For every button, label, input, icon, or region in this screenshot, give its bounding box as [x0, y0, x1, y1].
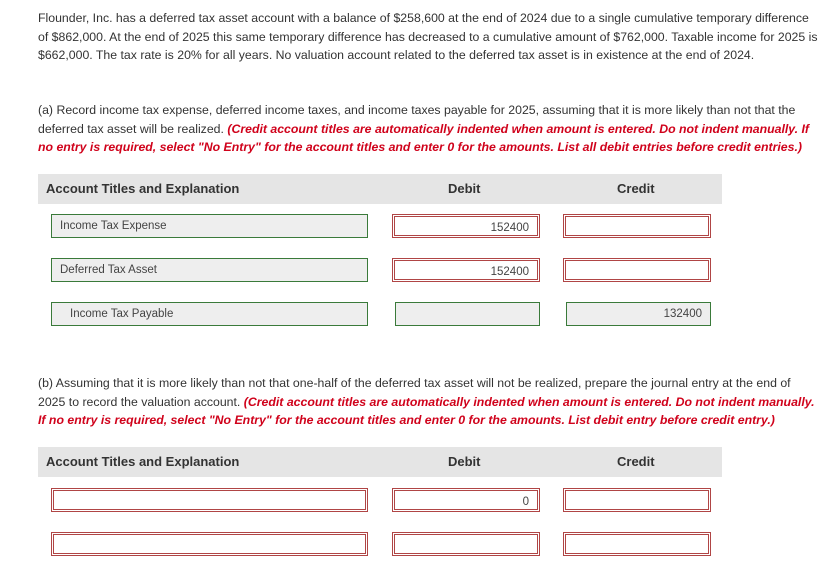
part-a-instructions: (Credit account titles are automatically indented when amount is entered. Do not indent manually. If no entry is required, select "No Entry" for the account titles and enter 0 for the amounts. List all debit entries before credit entries.) — [38, 121, 810, 154]
part-b-instructions: (Credit account titles are automatically indented when amount is entered. Do not indent manually. If no entry is required, select "No Entry" for the account titles and enter 0 for the amounts. List debit entry before credit entry.) — [38, 394, 815, 427]
header-credit: Credit — [617, 454, 655, 469]
header-debit: Debit — [448, 454, 481, 469]
credit-input[interactable] — [563, 258, 711, 282]
debit-input[interactable] — [392, 532, 540, 556]
debit-input[interactable]: 0 — [392, 488, 540, 512]
problem-text: Flounder, Inc. has a deferred tax asset account with a balance of $258,600 at the end of 2024 due to a single cumulative temporary difference of $862,000. At the end of 2025 this same temporary difference has decreased to a cumulative amount of $762,000. Taxable income for 2025 is $662,000. The tax rate is 20% for all years. No valuation account related to the deferred tax asset is in existence at the end of 2024. — [38, 11, 818, 62]
credit-input[interactable] — [563, 214, 711, 238]
account-select[interactable] — [51, 532, 368, 556]
part-b-table-header — [38, 447, 722, 477]
header-account: Account Titles and Explanation — [46, 181, 240, 196]
debit-input[interactable] — [395, 302, 540, 326]
credit-input[interactable] — [563, 488, 711, 512]
part-b-question: (b) Assuming that it is more likely than not that one-half of the deferred tax asset will not be realized, prepare the journal entry at the end of 2025 to record the valuation account. — [38, 376, 791, 409]
header-debit: Debit — [448, 181, 481, 196]
account-select[interactable]: Deferred Tax Asset — [51, 258, 368, 282]
credit-input[interactable]: 132400 — [566, 302, 711, 326]
account-select[interactable]: Income Tax Payable — [51, 302, 368, 326]
account-select[interactable]: Income Tax Expense — [51, 214, 368, 238]
part-a-table-header — [38, 174, 722, 204]
part-a-question: (a) Record income tax expense, deferred income taxes, and income taxes payable for 2025, assuming that it is more likely than not that the deferred tax asset will be realized. — [38, 103, 796, 136]
header-account: Account Titles and Explanation — [46, 454, 240, 469]
debit-input[interactable]: 152400 — [392, 214, 540, 238]
part-b-prompt — [38, 374, 818, 430]
header-credit: Credit — [617, 181, 655, 196]
credit-input[interactable] — [563, 532, 711, 556]
account-select[interactable] — [51, 488, 368, 512]
part-a-prompt — [38, 101, 818, 157]
debit-input[interactable]: 152400 — [392, 258, 540, 282]
